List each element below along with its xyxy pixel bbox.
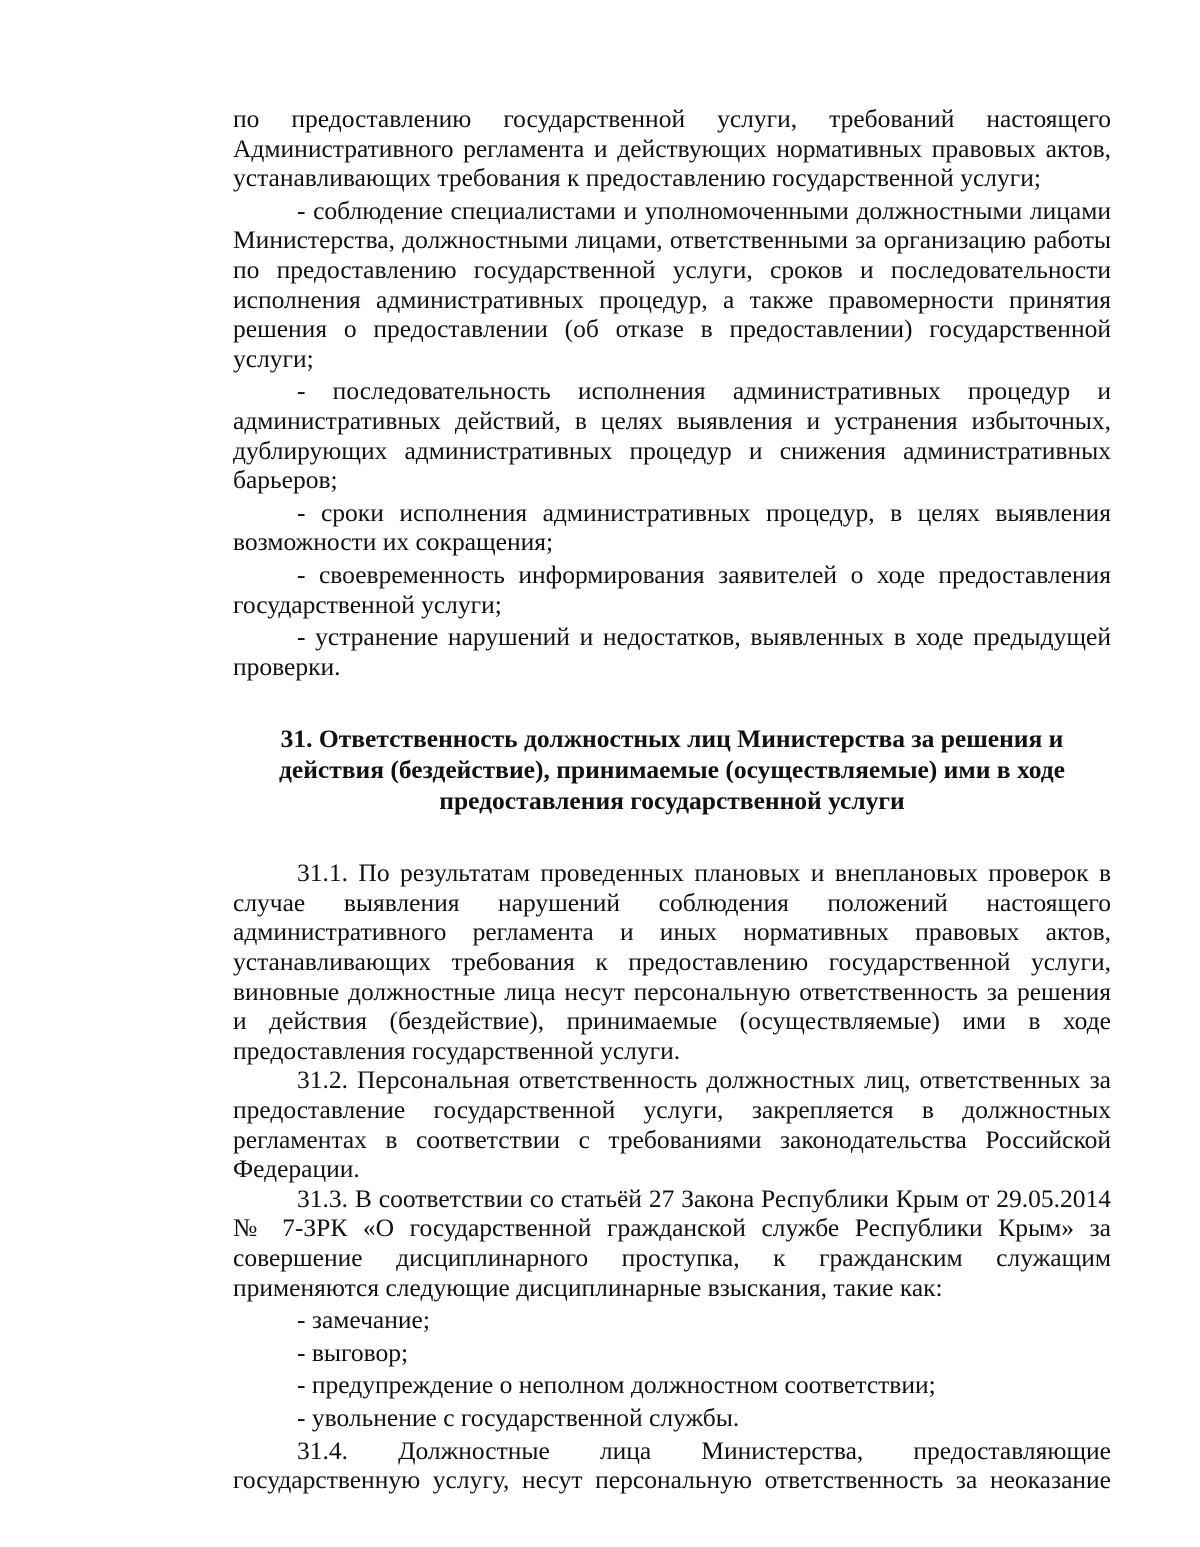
paragraph-31-3: 31.3. В соответствии со статьёй 27 Закона Республики Крым от 29.05.2014 № 7-ЗРК «О государственной гражданской службе Республики Крым» за совершение дисциплинарного проступка, к гражданским служащим применяются следующие дисциплинарные взыскания, такие как: [233,1183,1111,1302]
paragraph-31-1: 31.1. По результатам проведенных плановых и внеплановых проверок в случае выявления нарушений соблюдения положений настоящего административного регламента и иных нормативных правовых актов, устанавливающих требования к предоставлению государственной услуги, виновные должностные лица несут персональную ответственность за решения и действия (бездействие), принимаемые (осуществляемые) ими в ходе предоставления государственной услуги. [233,858,1111,1065]
paragraph-compliance: - соблюдение специалистами и уполномоченными должностными лицами Министерства, должностными лицами, ответственными за организацию работы по предоставлению государственной услуги, сроков и последовательности исполнения административных процедур, а также правомерности принятия решения о предоставлении (об отказе в предоставлении) государственной услуги; [233,195,1111,373]
section-heading: 31. Ответственность должностных лиц Министерства за решения и действия (бездействие), принимаемые (осуществляемые) ими в ходе предоставления государственной услуги [279,724,1065,816]
paragraph-deadlines: - сроки исполнения административных процедур, в целях выявления возможности их сокращения; [233,497,1111,557]
paragraph-31-2: 31.2. Персональная ответственность должностных лиц, ответственных за предоставление государственной услуги, закрепляется в должностных регламентах в соответствии с требованиями законодательства Российской Федерации. [233,1065,1111,1184]
penalty-item-dismissal: - увольнение с государственной службы. [297,1402,740,1432]
paragraph-continuation: по предоставлению государственной услуги, требований настоящего Административного регламента и действующих нормативных правовых актов, устанавливающих требования к предоставлению государственной услуги; [233,104,1111,193]
penalty-item-reprimand: - выговор; [297,1337,409,1367]
paragraph-elimination: - устранение нарушений и недостатков, выявленных в ходе предыдущей проверки. [233,622,1111,681]
paragraph-informing: - своевременность информирования заявителей о ходе предоставления государственной услуги; [233,559,1111,619]
paragraph-sequence: - последовательность исполнения административных процедур и административных действий, в целях выявления и устранения избыточных, дублирующих административных процедур и снижения административных барьеров; [233,376,1111,495]
penalty-item-warning: - предупреждение о неполном должностном соответствии; [297,1370,936,1400]
penalty-item-remark: - замечание; [297,1305,430,1335]
paragraph-31-4: 31.4. Должностные лица Министерства, предоставляющие государственную услугу, несут персональную ответственность за неоказание [233,1435,1111,1495]
document-page [233,104,1111,1495]
